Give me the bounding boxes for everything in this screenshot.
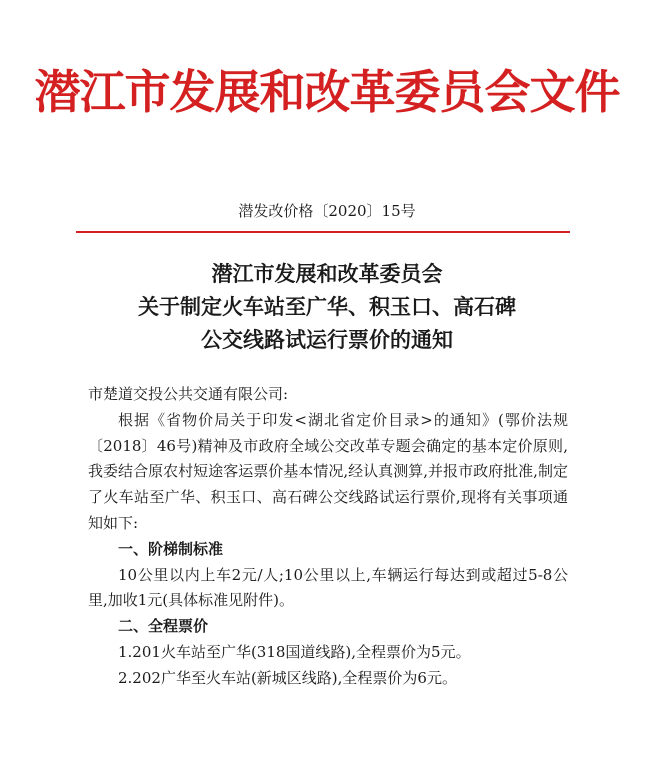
section-2-item-1: 1.201火车站至广华(318国道线路),全程票价为5元。 bbox=[118, 642, 471, 661]
section-1-heading: 一、阶梯制标准 bbox=[118, 539, 224, 558]
title-line-3: 公交线路试运行票价的通知 bbox=[201, 327, 453, 352]
document-number: 潜发改价格〔2020〕15号 bbox=[238, 202, 416, 220]
red-divider-line bbox=[76, 231, 570, 233]
intro-paragraph: 根据《省物价局关于印发<湖北省定价目录>的通知》(鄂价法规〔2018〕46号)精神及市政府全域公交改革专题会确定的基本定价原则,我委结合原农村短途客运票价基本情况,经认真测算,并报市政府批准,制定了火车站至广华、积玉口、高石碑公交线路试运行票价,现将有关事项通知如下: bbox=[88, 410, 568, 532]
document-body bbox=[88, 382, 568, 692]
title-line-1: 潜江市发展和改革委员会 bbox=[211, 261, 443, 286]
title-line-2: 关于制定火车站至广华、积玉口、高石碑 bbox=[138, 294, 516, 319]
addressee: 市楚道交投公共交通有限公司: bbox=[88, 385, 289, 403]
document-title bbox=[0, 257, 654, 356]
section-2-heading: 二、全程票价 bbox=[118, 617, 209, 636]
section-1-text: 10公里以内上车2元/人;10公里以上,车辆运行每达到或超过5-8公里,加收1元(具体标准见附件)。 bbox=[88, 565, 568, 610]
masthead-title: 潜江市发展和改革委员会文件 bbox=[34, 65, 620, 119]
section-2-item-2: 2.202广华至火车站(新城区线路),全程票价为6元。 bbox=[118, 668, 457, 687]
